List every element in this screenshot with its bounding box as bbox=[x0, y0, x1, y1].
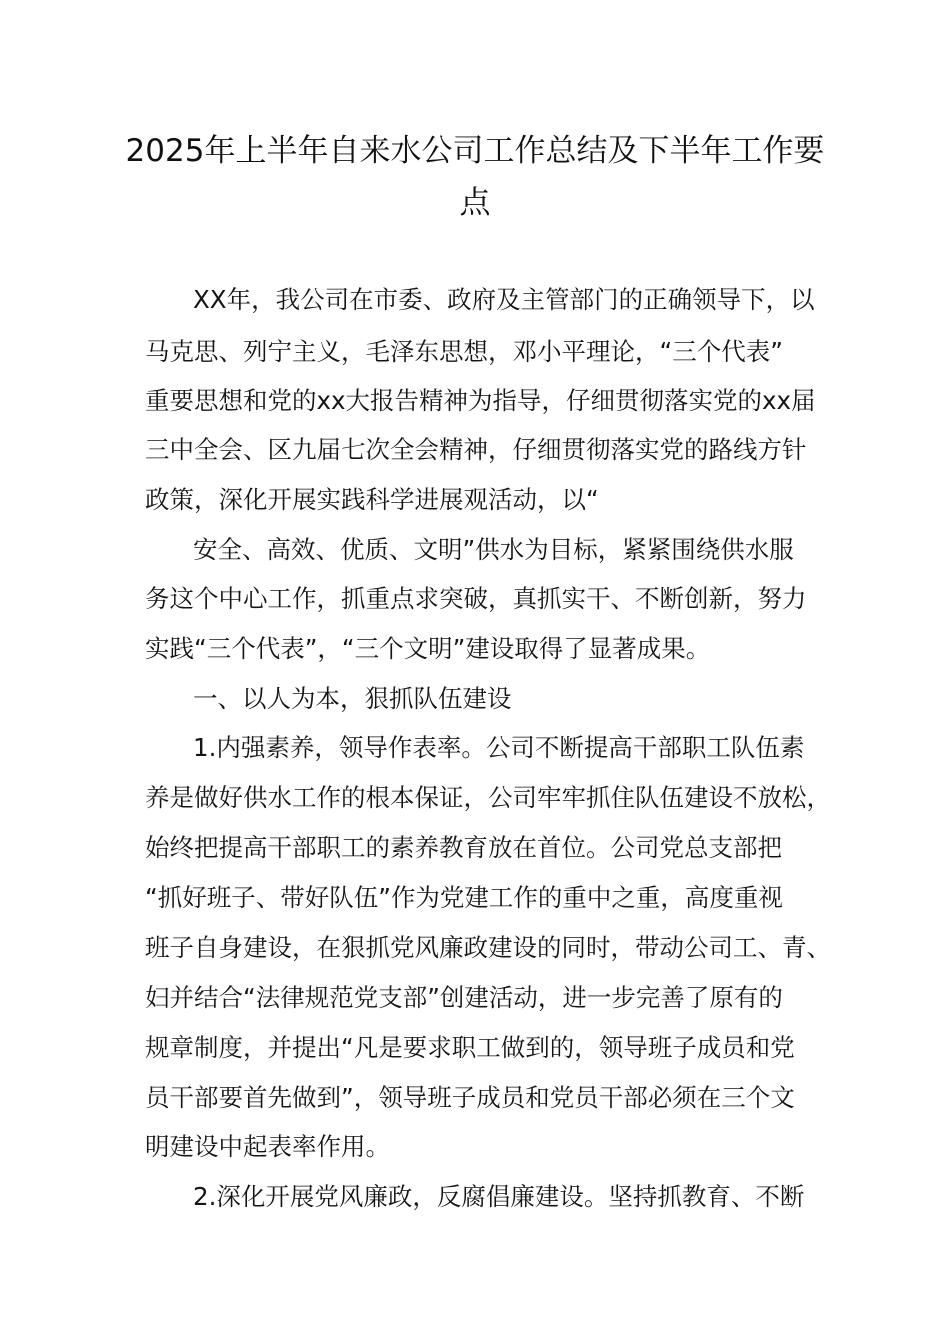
paragraph-line: 政策，深化开展实践科学进展观活动，以“ bbox=[145, 485, 599, 514]
paragraph-line: 妇并结合“法律规范党支部”创建活动，进一步完善了原有的 bbox=[145, 983, 783, 1012]
document-title-line-2: 点 bbox=[459, 185, 491, 221]
paragraph-line: 三中全会、区九届七次全会精神，仔细贯彻落实党的路线方针 bbox=[145, 435, 807, 464]
section-heading: 一、以人为本，狠抓队伍建设 bbox=[193, 684, 512, 713]
paragraph-line: 班子自身建设，在狠抓党风廉政建设的同时，带动公司工、青、 bbox=[145, 933, 831, 962]
paragraph-line: 养是做好供水工作的根本保证，公司牢牢抓住队伍建设不放松， bbox=[145, 783, 831, 812]
paragraph-line: 重要思想和党的xx大报告精神为指导，仔细贯彻落实党的xx届 bbox=[145, 386, 816, 415]
document-title-line-1: 2025年上半年自来水公司工作总结及下半年工作要 bbox=[125, 133, 825, 169]
paragraph-line: “抓好班子、带好队伍”作为党建工作的重中之重，高度重视 bbox=[145, 883, 783, 912]
paragraph-line: XX年，我公司在市委、政府及主管部门的正确领导下，以 bbox=[193, 285, 815, 314]
paragraph-line: 明建设中起表率作用。 bbox=[145, 1132, 390, 1161]
paragraph-line: 务这个中心工作，抓重点求突破，真抓实干、不断创新，努力 bbox=[145, 584, 807, 613]
paragraph-line: 员干部要首先做到”，领导班子成员和党员干部必须在三个文 bbox=[145, 1083, 795, 1112]
paragraph-line: 安全、高效、优质、文明”供水为目标，紧紧围绕供水服 bbox=[193, 535, 794, 564]
paragraph-line: 实践“三个代表”，“三个文明”建设取得了显著成果。 bbox=[145, 634, 711, 663]
paragraph-line: 马克思、列宁主义，毛泽东思想，邓小平理论，“三个代表” bbox=[145, 337, 783, 366]
paragraph-line: 1.内强素养，领导作表率。公司不断提高干部职工队伍素 bbox=[193, 733, 805, 762]
paragraph-line: 始终把提高干部职工的素养教育放在首位。公司党总支部把 bbox=[145, 833, 782, 862]
paragraph-line: 规章制度，并提出“凡是要求职工做到的，领导班子成员和党 bbox=[145, 1033, 795, 1062]
paragraph-line: 2.深化开展党风廉政，反腐倡廉建设。坚持抓教育、不断 bbox=[193, 1182, 805, 1211]
